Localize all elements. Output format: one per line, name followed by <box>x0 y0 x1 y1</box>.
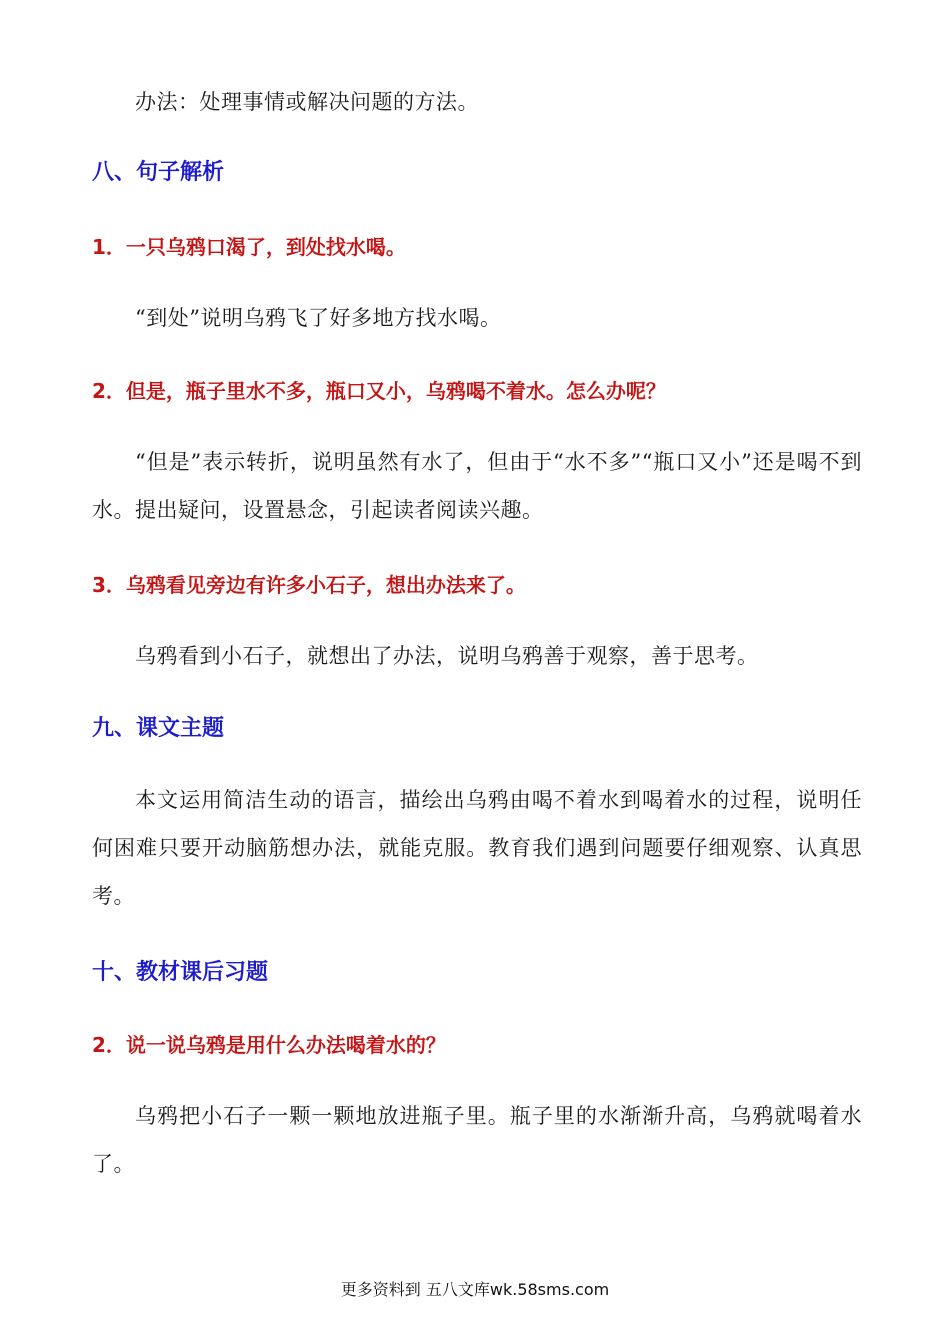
theme-paragraph: 本文运用简洁生动的语言，描绘出乌鸦由喝不着水到喝着水的过程，说明任何困难只要开动脑筋想办法，就能克服。教育我们遇到问题要仔细观察、认真思考。 <box>92 788 862 908</box>
section-heading-sentence-analysis: 八、句子解析 <box>92 160 225 185</box>
section-heading-theme: 九、课文主题 <box>92 716 225 741</box>
sentence-heading-2: 2．但是，瓶子里水不多，瓶口又小，乌鸦喝不着水。怎么办呢？ <box>92 379 666 403</box>
section-heading-exercises: 十、教材课后习题 <box>92 960 269 985</box>
definition-paragraph: 办法：处理事情或解决问题的方法。 <box>135 90 479 114</box>
sentence-heading-3: 3．乌鸦看见旁边有许多小石子，想出办法来了。 <box>92 573 526 597</box>
exercise-question-2: 2．说一说乌鸦是用什么办法喝着水的？ <box>92 1033 446 1057</box>
exercise-answer-paragraph: 乌鸦把小石子一颗一颗地放进瓶子里。瓶子里的水渐渐升高，乌鸦就喝着水了。 <box>92 1104 862 1176</box>
sentence-analysis-paragraph-1: “到处”说明乌鸦飞了好多地方找水喝。 <box>135 306 502 330</box>
footer-link-text[interactable]: 更多资料到 五八文库wk.58sms.com <box>340 1280 610 1299</box>
sentence-heading-1: 1．一只乌鸦口渴了，到处找水喝。 <box>92 235 406 259</box>
sentence-analysis-paragraph-3: 乌鸦看到小石子，就想出了办法，说明乌鸦善于观察，善于思考。 <box>135 644 759 668</box>
sentence-analysis-paragraph-2: “但是”表示转折，说明虽然有水了，但由于“水不多”“瓶口又小”还是喝不到水。提出疑问，设置悬念，引起读者阅读兴趣。 <box>92 450 862 522</box>
